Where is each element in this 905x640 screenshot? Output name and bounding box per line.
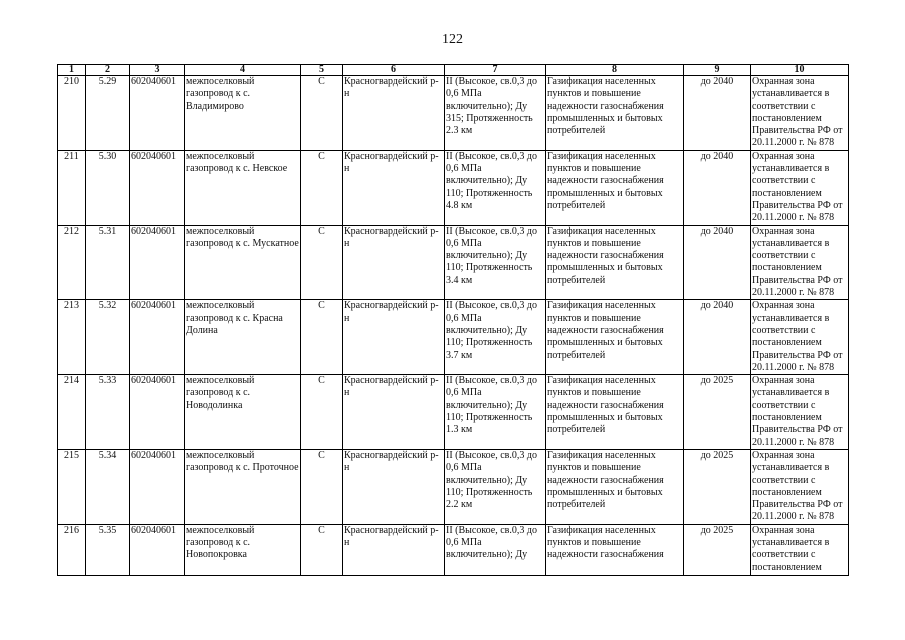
table-row xyxy=(58,300,849,375)
cell-object-name: межпоселковый газопровод к с. Новодолинка xyxy=(185,375,301,450)
cell-object-name: межпоселковый газопровод к с. Невское xyxy=(185,150,301,225)
cell-row-number: 212 xyxy=(58,225,86,300)
cell-parameters: II (Высокое, св.0,3 до 0,6 МПа включительно); Ду 110; Протяженность 4.8 км xyxy=(445,150,546,225)
cell-district: Красногвардейский р-н xyxy=(343,375,445,450)
cell-code: 602040601 xyxy=(130,524,185,575)
cell-term: до 2040 xyxy=(684,225,751,300)
cell-code: 602040601 xyxy=(130,300,185,375)
cell-type: С xyxy=(301,225,343,300)
cell-purpose: Газификация населенных пунктов и повышение надежности газоснабжения промышленных и бытовых потребителей xyxy=(546,449,684,524)
cell-purpose: Газификация населенных пунктов и повышение надежности газоснабжения xyxy=(546,524,684,575)
cell-purpose: Газификация населенных пунктов и повышение надежности газоснабжения промышленных и бытовых потребителей xyxy=(546,225,684,300)
cell-zone: Охранная зона устанавливается в соответствии с постановлением xyxy=(751,524,849,575)
table-row xyxy=(58,524,849,575)
cell-district: Красногвардейский р-н xyxy=(343,76,445,151)
cell-zone: Охранная зона устанавливается в соответствии с постановлением Правительства РФ от 20.11.2000 г. № 878 xyxy=(751,225,849,300)
table-row xyxy=(58,225,849,300)
cell-item-number: 5.29 xyxy=(86,76,130,151)
cell-row-number: 214 xyxy=(58,375,86,450)
cell-item-number: 5.30 xyxy=(86,150,130,225)
column-header: 3 xyxy=(130,65,185,76)
cell-item-number: 5.31 xyxy=(86,225,130,300)
table-row xyxy=(58,150,849,225)
cell-type: С xyxy=(301,524,343,575)
cell-purpose: Газификация населенных пунктов и повышение надежности газоснабжения промышленных и бытовых потребителей xyxy=(546,375,684,450)
column-header: 6 xyxy=(343,65,445,76)
cell-zone: Охранная зона устанавливается в соответствии с постановлением Правительства РФ от 20.11.2000 г. № 878 xyxy=(751,375,849,450)
page-number: 122 xyxy=(442,32,463,47)
cell-purpose: Газификация населенных пунктов и повышение надежности газоснабжения промышленных и бытовых потребителей xyxy=(546,76,684,151)
cell-parameters: II (Высокое, св.0,3 до 0,6 МПа включительно); Ду 110; Протяженность 2.2 км xyxy=(445,449,546,524)
cell-item-number: 5.33 xyxy=(86,375,130,450)
cell-zone: Охранная зона устанавливается в соответствии с постановлением Правительства РФ от 20.11.2000 г. № 878 xyxy=(751,300,849,375)
cell-type: С xyxy=(301,375,343,450)
cell-parameters: II (Высокое, св.0,3 до 0,6 МПа включительно); Ду 110; Протяженность 3.4 км xyxy=(445,225,546,300)
cell-code: 602040601 xyxy=(130,76,185,151)
cell-district: Красногвардейский р-н xyxy=(343,150,445,225)
cell-district: Красногвардейский р-н xyxy=(343,225,445,300)
cell-purpose: Газификация населенных пунктов и повышение надежности газоснабжения промышленных и бытовых потребителей xyxy=(546,150,684,225)
cell-row-number: 210 xyxy=(58,76,86,151)
header-row xyxy=(58,65,849,76)
cell-term: до 2040 xyxy=(684,150,751,225)
table-row xyxy=(58,449,849,524)
cell-parameters: II (Высокое, св.0,3 до 0,6 МПа включительно); Ду xyxy=(445,524,546,575)
cell-object-name: межпоселковый газопровод к с. Мускатное xyxy=(185,225,301,300)
cell-object-name: межпоселковый газопровод к с. Красна Долина xyxy=(185,300,301,375)
cell-code: 602040601 xyxy=(130,375,185,450)
cell-type: С xyxy=(301,76,343,151)
cell-code: 602040601 xyxy=(130,225,185,300)
cell-term: до 2040 xyxy=(684,76,751,151)
cell-object-name: межпоселковый газопровод к с. Новопокровка xyxy=(185,524,301,575)
data-table xyxy=(57,64,849,576)
cell-row-number: 211 xyxy=(58,150,86,225)
cell-parameters: II (Высокое, св.0,3 до 0,6 МПа включительно); Ду 110; Протяженность 3.7 км xyxy=(445,300,546,375)
cell-purpose: Газификация населенных пунктов и повышение надежности газоснабжения промышленных и бытовых потребителей xyxy=(546,300,684,375)
column-header: 1 xyxy=(58,65,86,76)
cell-district: Красногвардейский р-н xyxy=(343,524,445,575)
cell-row-number: 213 xyxy=(58,300,86,375)
cell-object-name: межпоселковый газопровод к с. Проточное xyxy=(185,449,301,524)
cell-item-number: 5.32 xyxy=(86,300,130,375)
cell-code: 602040601 xyxy=(130,449,185,524)
cell-row-number: 215 xyxy=(58,449,86,524)
column-header: 9 xyxy=(684,65,751,76)
column-header: 5 xyxy=(301,65,343,76)
cell-zone: Охранная зона устанавливается в соответствии с постановлением Правительства РФ от 20.11.2000 г. № 878 xyxy=(751,76,849,151)
cell-district: Красногвардейский р-н xyxy=(343,449,445,524)
cell-zone: Охранная зона устанавливается в соответствии с постановлением Правительства РФ от 20.11.2000 г. № 878 xyxy=(751,150,849,225)
cell-type: С xyxy=(301,449,343,524)
cell-parameters: II (Высокое, св.0,3 до 0,6 МПа включительно); Ду 315; Протяженность 2.3 км xyxy=(445,76,546,151)
table-row xyxy=(58,76,849,151)
column-header: 4 xyxy=(185,65,301,76)
cell-district: Красногвардейский р-н xyxy=(343,300,445,375)
table-row xyxy=(58,375,849,450)
column-header: 10 xyxy=(751,65,849,76)
cell-term: до 2025 xyxy=(684,375,751,450)
cell-object-name: межпоселковый газопровод к с. Владимирово xyxy=(185,76,301,151)
column-header: 2 xyxy=(86,65,130,76)
cell-item-number: 5.35 xyxy=(86,524,130,575)
cell-type: С xyxy=(301,300,343,375)
cell-item-number: 5.34 xyxy=(86,449,130,524)
cell-term: до 2025 xyxy=(684,524,751,575)
column-header: 7 xyxy=(445,65,546,76)
column-header: 8 xyxy=(546,65,684,76)
cell-code: 602040601 xyxy=(130,150,185,225)
cell-zone: Охранная зона устанавливается в соответствии с постановлением Правительства РФ от 20.11.2000 г. № 878 xyxy=(751,449,849,524)
cell-term: до 2025 xyxy=(684,449,751,524)
cell-type: С xyxy=(301,150,343,225)
cell-parameters: II (Высокое, св.0,3 до 0,6 МПа включительно); Ду 110; Протяженность 1.3 км xyxy=(445,375,546,450)
cell-row-number: 216 xyxy=(58,524,86,575)
cell-term: до 2040 xyxy=(684,300,751,375)
